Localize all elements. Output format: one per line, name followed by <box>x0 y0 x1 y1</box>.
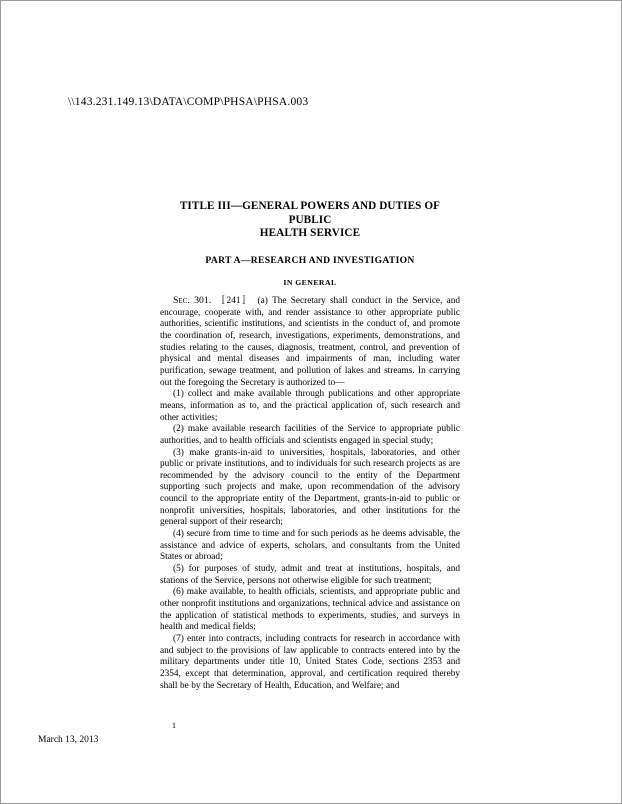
document-footer-date: March 13, 2013 <box>38 735 99 745</box>
paragraph-item-6: (6) make available, to health officials, scientists, and appropriate public and other nonprofit institutions and organizations, technical advice and assistance on the application of statistical methods to experiments, studies, and surveys in health and medical fields; <box>160 587 460 633</box>
paragraph-item-4: (4) secure from time to time and for such periods as he deems advisable, the assistance and advice of experts, scholars, and consultants from the United States or abroad; <box>160 529 460 563</box>
document-title-line1: TITLE III—GENERAL POWERS AND DUTIES OF PUBLIC <box>179 200 441 226</box>
paragraph-item-7: (7) enter into contracts, including contracts for research in accordance with and subject to the provisions of law applicable to contracts entered into by the military departments under title 10, United States Code, sections 2353 and 2354, except that determination, approval, and certification required thereby shall be by the Secretary of Health, Education, and Welfare; and <box>160 634 460 691</box>
document-title-line2: HEALTH SERVICE <box>259 227 361 240</box>
section-heading: IN GENERAL <box>283 277 337 287</box>
page-number: 1 <box>172 721 176 730</box>
document-title <box>160 200 460 241</box>
paragraph-item-5: (5) for purposes of study, admit and treat at institutions, hospitals, and stations of the Service, persons not otherwise eligible for such treatment; <box>160 564 460 586</box>
document-header-path: \\143.231.149.13\DATA\COMP\PHSA\PHSA.003 <box>68 96 309 108</box>
paragraph-item-1: (1) collect and make available through publications and other appropriate means, information as to, and the practical application of, such research and other activities; <box>160 389 460 423</box>
paragraph-item-3: (3) make grants-in-aid to universities, hospitals, laboratories, and other public or private institutions, and to individuals for such research projects as are recommended by the advisory council to the entity of the Department supporting such projects and make, upon recommendation of the advisory council to the appropriate entity of the Department, grants-in-aid to public or nonprofit universities, hospitals, laboratories, and other institutions for the general support of their research; <box>160 447 460 528</box>
document-body <box>160 200 460 692</box>
paragraph-item-2: (2) make available research facilities of the Service to appropriate public authorities, and to health officials and scientists engaged in special study; <box>160 424 460 446</box>
part-heading: PART A—RESEARCH AND INVESTIGATION <box>205 254 415 266</box>
paragraph-lead: Sec. 301. 〚241〛 (a) The Secretary shall conduct in the Service, and encourage, cooperate with, and render assistance to other appropriate public authorities, scientific institutions, and scientists in the conduct of, and promote the coordination of, research, investigations, experiments, demonstrations, and studies relating to the causes, diagnosis, treatment, control, and prevention of physical and mental diseases and impairments of man, including water purification, sewage treatment, and pollution of lakes and streams. In carrying out the foregoing the Secretary is authorized to— <box>160 294 460 388</box>
